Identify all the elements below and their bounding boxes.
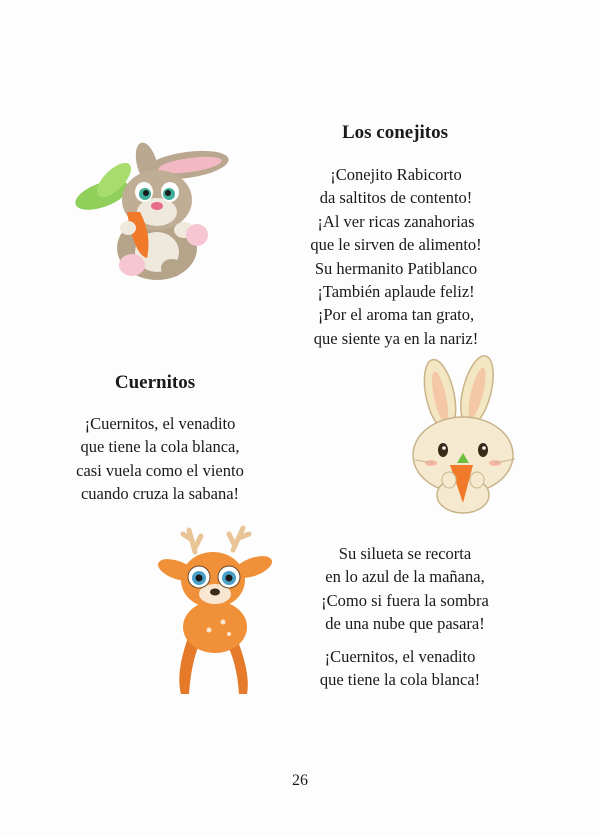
poem-line: ¡Como si fuera la sombra xyxy=(321,590,489,610)
poem-stanza xyxy=(285,542,525,636)
poem-line: que le sirven de alimento! xyxy=(310,235,482,255)
poem-line: ¡También aplaude feliz! xyxy=(317,282,475,302)
poem-line: de una nube que pasara! xyxy=(325,614,485,634)
poem-line: que tiene la cola blanca! xyxy=(319,670,481,690)
poem-line: ¡Cuernitos, el venadito xyxy=(324,647,476,666)
poem-title-cuernitos: Cuernitos xyxy=(114,372,196,393)
page-number: 26 xyxy=(292,772,308,789)
poem-stanza xyxy=(40,412,280,506)
poem-line: que tiene la cola blanca, xyxy=(80,437,240,457)
poem-line: Su hermanito Patiblanco xyxy=(314,258,478,278)
rabbit-with-carrot-icon xyxy=(72,140,232,285)
poem-stanza xyxy=(280,645,520,692)
poem-line: ¡Al ver ricas zanahorias xyxy=(317,211,475,231)
poem-line: ¡Cuernitos, el venadito xyxy=(84,414,236,433)
poem-stanza xyxy=(276,163,516,350)
poem-line: ¡Conejito Rabicorto xyxy=(330,165,462,184)
poem-line: ¡Por el aroma tan grato, xyxy=(317,305,475,325)
poem-line: casi vuela como el viento xyxy=(76,460,244,480)
poem-line: que siente ya en la nariz! xyxy=(313,328,479,348)
poem-line: cuando cruza la sabana! xyxy=(80,484,240,504)
poem-line: da saltitos de contento! xyxy=(319,188,473,208)
poem-title-los-conejitos: Los conejitos xyxy=(341,122,449,143)
white-bunny-with-carrot-icon xyxy=(405,355,530,520)
poem-line: en lo azul de la mañana, xyxy=(325,567,485,587)
poem-line: Su silueta se recorta xyxy=(338,544,472,563)
fawn-icon xyxy=(155,522,275,702)
